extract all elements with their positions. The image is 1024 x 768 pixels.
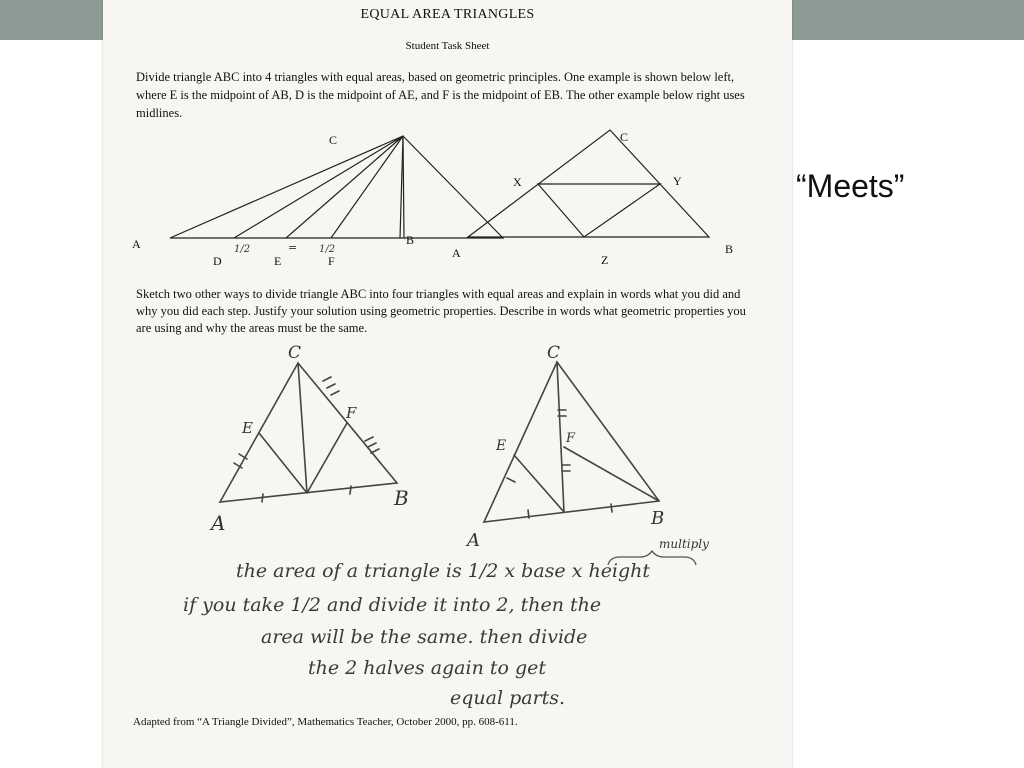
student2-diagram	[103, 0, 792, 768]
student2-label-f: F	[566, 431, 576, 446]
example1-mark-half-right: 1/2	[319, 244, 336, 255]
student2-note: multiply	[659, 537, 709, 551]
handwriting-line-2: if you take 1/2 and divide it into 2, then the	[183, 594, 602, 616]
handwriting-line-4: the 2 halves again to get	[308, 657, 547, 679]
student2-segments	[514, 362, 659, 512]
student2-label-a: A	[467, 530, 480, 551]
sheet-subtitle: Student Task Sheet	[405, 40, 490, 52]
sheet-title: EQUAL AREA TRIANGLES	[360, 7, 535, 22]
handwriting-line-5: equal parts.	[450, 687, 566, 709]
example1-mark-equals: =	[288, 241, 298, 254]
example2-label-y: Y	[673, 174, 682, 188]
example1-label-e: E	[274, 254, 282, 268]
example1-label-f: F	[328, 254, 335, 268]
student1-label-b: B	[394, 486, 409, 510]
student1-label-e: E	[242, 419, 253, 437]
student1-label-a: A	[211, 511, 226, 535]
slide-label: “Meets”	[796, 168, 905, 204]
source-footer: Adapted from “A Triangle Divided”, Mathematics Teacher, October 2000, pp. 608-611.	[133, 716, 518, 728]
student2-label-b: B	[651, 508, 665, 529]
example1-label-c: C	[329, 133, 338, 147]
example2-label-a: A	[452, 246, 461, 260]
student2-label-c: C	[547, 343, 561, 363]
example1-label-a: A	[132, 237, 141, 251]
example1-label-d: D	[213, 254, 222, 268]
task-sheet	[103, 0, 792, 768]
example2-label-z: Z	[601, 253, 609, 267]
example2-label-c: C	[620, 130, 629, 144]
student2-label-e: E	[496, 438, 507, 454]
student1-label-f: F	[346, 404, 357, 422]
student1-label-c: C	[288, 343, 302, 363]
task-text: Sketch two other ways to divide triangle ABC into four triangles with equal areas and explain in words what you did and why you did each step. Justify your solution using geometric properties. Describe in words what geometric properties you are using and why the areas must be the same.	[136, 287, 746, 335]
handwriting-line-3: area will be the same. then divide	[261, 626, 588, 648]
example1-label-b: B	[406, 233, 415, 247]
example2-label-x: X	[513, 175, 522, 189]
example2-label-b: B	[725, 242, 734, 256]
instructions-text: Divide triangle ABC into 4 triangles with equal areas, based on geometric principles. One example is shown below left, where E is the midpoint of AB, D is the midpoint of AE, and F is the midpoint of EB. The other example below right uses midlines.	[136, 70, 745, 120]
example1-mark-half-left: 1/2	[234, 244, 251, 255]
handwriting-line-1: the area of a triangle is 1/2 x base x height	[236, 560, 651, 582]
